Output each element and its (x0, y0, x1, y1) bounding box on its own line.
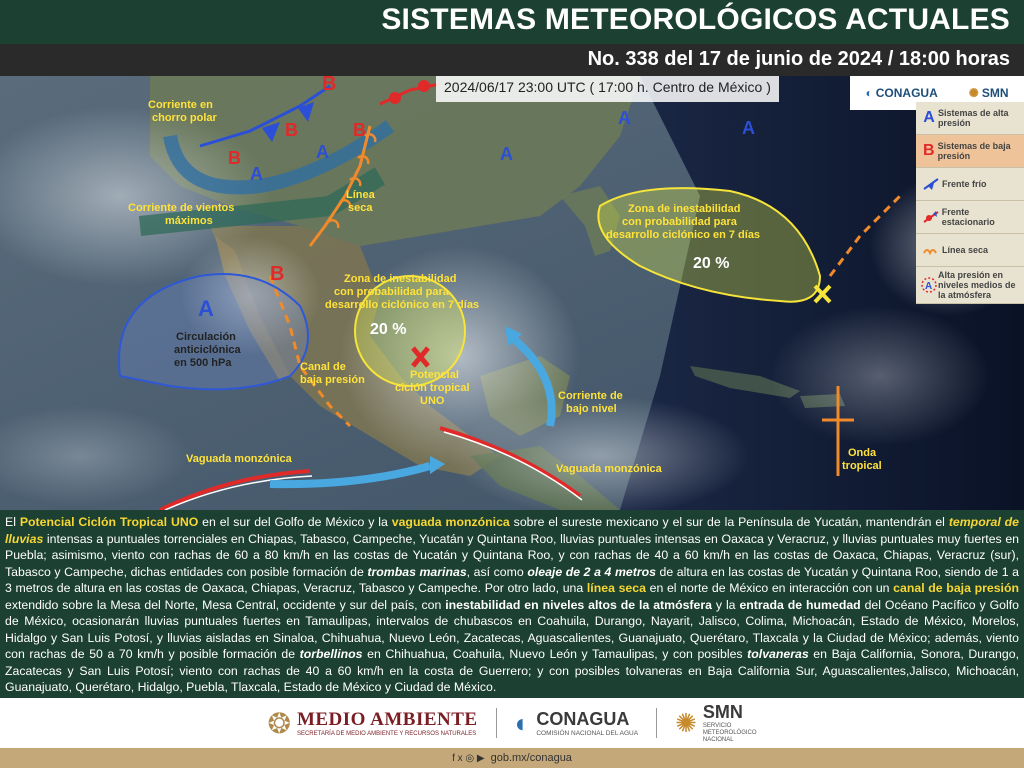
low-pressure-symbol: B (353, 120, 366, 140)
eagle-seal-icon: ❂ (267, 707, 291, 739)
high-pressure-symbol: A (742, 118, 755, 138)
label-monsoon-right: Vaguada monzónica (556, 463, 662, 475)
label-low-level-jet-2: bajo nivel (566, 403, 617, 415)
satellite-map-svg (0, 76, 1024, 510)
cold-front-legend-icon (920, 177, 942, 191)
bottom-bar (0, 748, 1024, 768)
legend-item-stationary-front: Frente estacionario (916, 201, 1024, 234)
conagua-icon: ◐ (865, 86, 873, 100)
label-max-winds-1: Corriente de vientos (128, 202, 235, 214)
label-cyclone-1: Potencial (410, 369, 459, 381)
label-monsoon-left: Vaguada monzónica (186, 453, 292, 465)
label-atlantic-zone-pct: 20 % (693, 255, 730, 272)
high-pressure-symbol: A (618, 108, 631, 128)
social-icons[interactable]: f x ◎ ▶ (452, 752, 485, 764)
label-gulf-zone-pct: 20 % (370, 321, 407, 338)
high-pressure-legend-icon: A (923, 109, 935, 126)
smn-icon: ✺ (968, 86, 979, 100)
map-legend (916, 102, 1024, 304)
smn-footer-logo: ✺ SMN SERVICIO METEOROLÓGICO NACIONAL (675, 702, 757, 743)
conagua-footer-logo: ◐ CONAGUA COMISIÓN NACIONAL DEL AGUA (514, 707, 639, 738)
stationary-front-legend-icon (920, 210, 942, 224)
low-pressure-symbol: B (270, 263, 285, 285)
label-polar-jet-2: chorro polar (152, 112, 217, 124)
high-pressure-symbol: A (198, 296, 214, 321)
label-cyclone-2: ciclón tropical (395, 382, 470, 394)
footer-separator (656, 708, 657, 738)
low-pressure-symbol: B (322, 76, 337, 95)
high-pressure-symbol: A (316, 142, 329, 162)
label-low-level-jet-1: Corriente de (558, 390, 623, 402)
legend-item-low: B Sistemas de baja presión (916, 135, 1024, 168)
label-gulf-zone-2: con probabilidad para (334, 286, 449, 298)
smn-sun-icon: ✺ (675, 707, 697, 738)
bulletin-number-date: No. 338 del 17 de junio de 2024 / 18:00 horas (587, 48, 1010, 70)
label-dry-line-1: Línea (346, 189, 375, 201)
high-pressure-symbol: A (250, 164, 263, 184)
conagua-logo: ◐ CONAGUA (865, 86, 938, 100)
label-atlantic-zone-2: con probabilidad para (622, 216, 737, 228)
footer-separator (496, 708, 497, 738)
legend-item-high: A Sistemas de alta presión (916, 102, 1024, 135)
label-tropical-wave-1: Onda (848, 447, 877, 459)
dry-line-legend-icon (920, 243, 942, 257)
smn-logo: ✺ SMN (968, 86, 1009, 100)
weather-map (0, 76, 1024, 510)
label-anticyclone-2: anticiclónica (174, 344, 241, 356)
label-atlantic-zone-3: desarrollo ciclónico en 7 días (606, 229, 761, 241)
low-pressure-legend-icon: B (923, 142, 935, 159)
legend-item-cold-front: Frente frío (916, 168, 1024, 201)
footer-logos (0, 698, 1024, 748)
label-anticyclone-1: Circulación (176, 331, 236, 343)
high-pressure-symbol: A (500, 144, 513, 164)
label-cyclone-3: UNO (420, 395, 445, 407)
bulletin-panel (0, 510, 1024, 698)
legend-item-upper-high: A Alta presión en niveles medios de la atmósfera (916, 267, 1024, 304)
label-dry-line-2: seca (348, 202, 373, 214)
page-title: SISTEMAS METEOROLÓGICOS ACTUALES (381, 3, 1010, 36)
legend-item-dry-line: Línea seca (916, 234, 1024, 267)
label-gulf-zone-1: Zona de inestabilidad (344, 273, 457, 285)
low-pressure-symbol: B (285, 120, 298, 140)
header-bar (0, 0, 1024, 44)
medio-ambiente-logo: ❂ MEDIO AMBIENTE SECRETARÍA DE MEDIO AMBIENTE Y RECURSOS NATURALES (267, 707, 478, 739)
svg-text:A: A (925, 281, 933, 292)
subheader-bar (0, 44, 1024, 76)
label-max-winds-2: máximos (165, 215, 213, 227)
bulletin-text: El Potencial Ciclón Tropical UNO en el sur del Golfo de México y la vaguada monzónica sobre el sureste mexicano y el sur de la Península de Yucatán, mantendrán el temporal de lluvias intensas a puntuales torrenciales en Chiapas, Tabasco, Campeche, Yucatán y Quintana Roo, lluvias puntuales intensas en Oaxaca y Veracruz, y lluvias puntuales muy fuertes en Puebla; asimismo, viento con rachas de 60 a 80 km/h en las costas de Yucatán y Quintana Roo, y con rachas de 40 a 60 km/h en las costas de Oaxaca, Chiapas, Veracruz (sur), Tabasco y Campeche, dichas entidades con posible formación de trombas marinas, así como oleaje de 2 a 4 metros de altura en las costas de Yucatán y Quintana Roo, siendo de 1 a 3 metros de altura en las costas de Oaxaca, Chiapas, Veracruz, Tabasco y Campeche. Por otro lado, una línea seca en el norte de México en interacción con un canal de baja presión extendido sobre la Mesa del Norte, Mesa Central, occidente y sur del país, con inestabilidad en niveles altos de la atmósfera y la entrada de humedad del Océano Pacífico y Golfo de México, ocasionarán lluvias puntuales fuertes en Tamaulipas, intervalos de chubascos en Coahuila, Durango, Nayarit, Jalisco, Colima, Michoacán, Estado de México, Morelos, Hidalgo y San Luis Potosí, y lluvias aisladas en Sinaloa, Chihuahua, Nuevo León, Zacatecas, Aguascalientes, Guanajuato, Querétaro, Tlaxcala y la Ciudad de México; además, viento con rachas de 50 a 70 km/h y posible formación de torbellinos en Chihuahua, Coahuila, Nuevo León y Tamaulipas, y con posibles tolvaneras en Baja California, Sonora, Durango, Zacatecas y San Luis Potosí; viento con rachas de 40 a 60 km/h en la costa de Guerrero; y con posibles tolvaneras en Baja California Sur, Aguascalientes,Jalisco, Michoacán, Guanajuato, Querétaro, Hidalgo, Puebla, Tlaxcala, Estado de México y Ciudad de México. (5, 515, 1019, 694)
label-atlantic-zone-1: Zona de inestabilidad (628, 203, 741, 215)
label-gulf-zone-3: desarrollo ciclónico en 7 días (325, 299, 480, 311)
label-anticyclone-3: en 500 hPa (174, 357, 232, 369)
conagua-wave-icon: ◐ (514, 707, 531, 738)
website-link[interactable]: gob.mx/conagua (490, 752, 572, 764)
label-polar-jet-1: Corriente en (148, 99, 213, 111)
label-low-trough-1: Canal de (300, 361, 346, 373)
low-pressure-symbol: B (228, 148, 241, 168)
label-tropical-wave-2: tropical (842, 460, 882, 472)
label-low-trough-2: baja presión (300, 374, 365, 386)
map-timestamp: 2024/06/17 23:00 UTC ( 17:00 h. Centro de México ) (436, 76, 779, 102)
upper-high-legend-icon (920, 276, 938, 294)
